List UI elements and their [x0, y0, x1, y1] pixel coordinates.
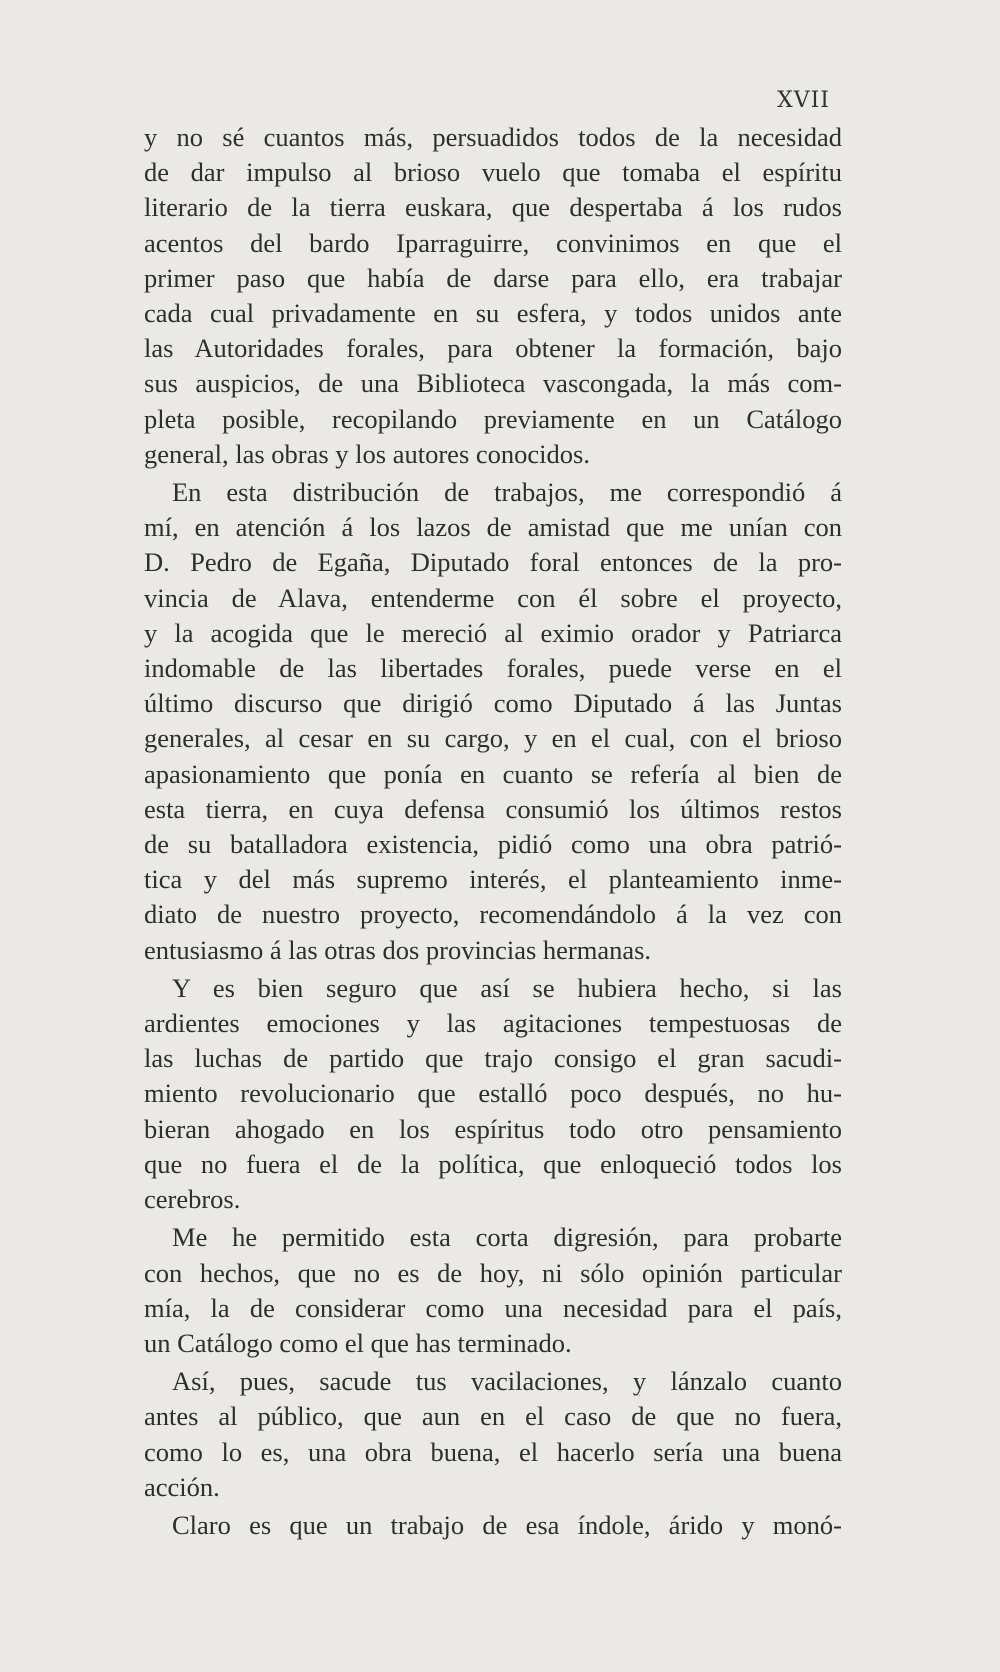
- text-line: literario de la tierra euskara, que despertaba á los rudos: [144, 192, 842, 223]
- text-line: con hechos, que no es de hoy, ni sólo opinión particular: [144, 1257, 842, 1288]
- text-line: las Autoridades forales, para obtener la formación, bajo: [144, 333, 842, 364]
- text-line: antes al público, que aun en el caso de que no fuera,: [144, 1401, 842, 1432]
- text-line: tica y del más supremo interés, el planteamiento inme-: [144, 864, 842, 895]
- text-line: ardientes emociones y las agitaciones tempestuosas de: [144, 1008, 842, 1039]
- paragraph: [144, 120, 842, 472]
- text-line: cada cual privadamente en su esfera, y todos unidos ante: [144, 298, 842, 329]
- text-line: que no fuera el de la política, que enloqueció todos los: [144, 1148, 842, 1179]
- text-line: entusiasmo á las otras dos provincias hermanas.: [144, 934, 652, 965]
- page-number: XVII: [777, 88, 830, 113]
- text-line: las luchas de partido que trajo consigo el gran sacudi-: [144, 1043, 842, 1074]
- text-line: Y es bien seguro que así se hubiera hecho, si las: [172, 972, 842, 1003]
- text-line: En esta distribución de trabajos, me correspondió á: [172, 477, 842, 508]
- text-line: de su batalladora existencia, pidió como una obra patrió-: [144, 829, 842, 860]
- text-line: general, las obras y los autores conocidos.: [144, 438, 590, 469]
- text-line: y no sé cuantos más, persuadidos todos de la necesidad: [144, 122, 842, 152]
- text-line: último discurso que dirigió como Diputado á las Juntas: [144, 688, 842, 719]
- text-line: D. Pedro de Egaña, Diputado foral entonces de la pro-: [144, 547, 842, 578]
- text-line: Me he permitido esta corta digresión, para probarte: [172, 1222, 842, 1253]
- text-line: mía, la de considerar como una necesidad para el país,: [144, 1292, 842, 1323]
- text-line: cerebros.: [144, 1184, 241, 1215]
- text-line: sus auspicios, de una Biblioteca vascongada, la más com-: [144, 368, 842, 399]
- paragraph: [144, 475, 842, 968]
- text-line: apasionamiento que ponía en cuanto se refería al bien de: [144, 758, 842, 789]
- text-line: Así, pues, sacude tus vacilaciones, y lánzalo cuanto: [172, 1366, 842, 1397]
- text-line: miento revolucionario que estalló poco después, no hu-: [144, 1078, 842, 1109]
- text-line: diato de nuestro proyecto, recomendándolo á la vez con: [144, 899, 842, 930]
- text-line: mí, en atención á los lazos de amistad que me unían con: [144, 512, 842, 543]
- text-line: pleta posible, recopilando previamente en un Catálogo: [144, 403, 842, 434]
- paragraph: [144, 1220, 842, 1361]
- body-text: [144, 120, 842, 1546]
- text-line: bieran ahogado en los espíritus todo otro pensamiento: [144, 1113, 842, 1144]
- text-line: generales, al cesar en su cargo, y en el cual, con el brioso: [144, 723, 842, 754]
- text-line: y la acogida que le mereció al eximio orador y Patriarca: [144, 617, 842, 648]
- text-line: un Catálogo como el que has terminado.: [144, 1327, 572, 1358]
- text-line: vincia de Alava, entenderme con él sobre el proyecto,: [144, 582, 842, 613]
- text-line: acción.: [144, 1471, 220, 1502]
- paragraph: [144, 971, 842, 1217]
- text-line: indomable de las libertades forales, puede verse en el: [144, 653, 842, 684]
- paragraph: [144, 1364, 842, 1505]
- text-line: acentos del bardo Iparraguirre, convinimos en que el: [144, 227, 842, 258]
- paragraph: [144, 1508, 842, 1543]
- text-line: como lo es, una obra buena, el hacerlo sería una buena: [144, 1436, 842, 1467]
- text-line: esta tierra, en cuya defensa consumió los últimos restos: [144, 793, 842, 824]
- text-line: Claro es que un trabajo de esa índole, árido y monó-: [172, 1509, 842, 1540]
- text-line: de dar impulso al brioso vuelo que tomaba el espíritu: [144, 157, 842, 188]
- text-line: primer paso que había de darse para ello, era trabajar: [144, 262, 842, 293]
